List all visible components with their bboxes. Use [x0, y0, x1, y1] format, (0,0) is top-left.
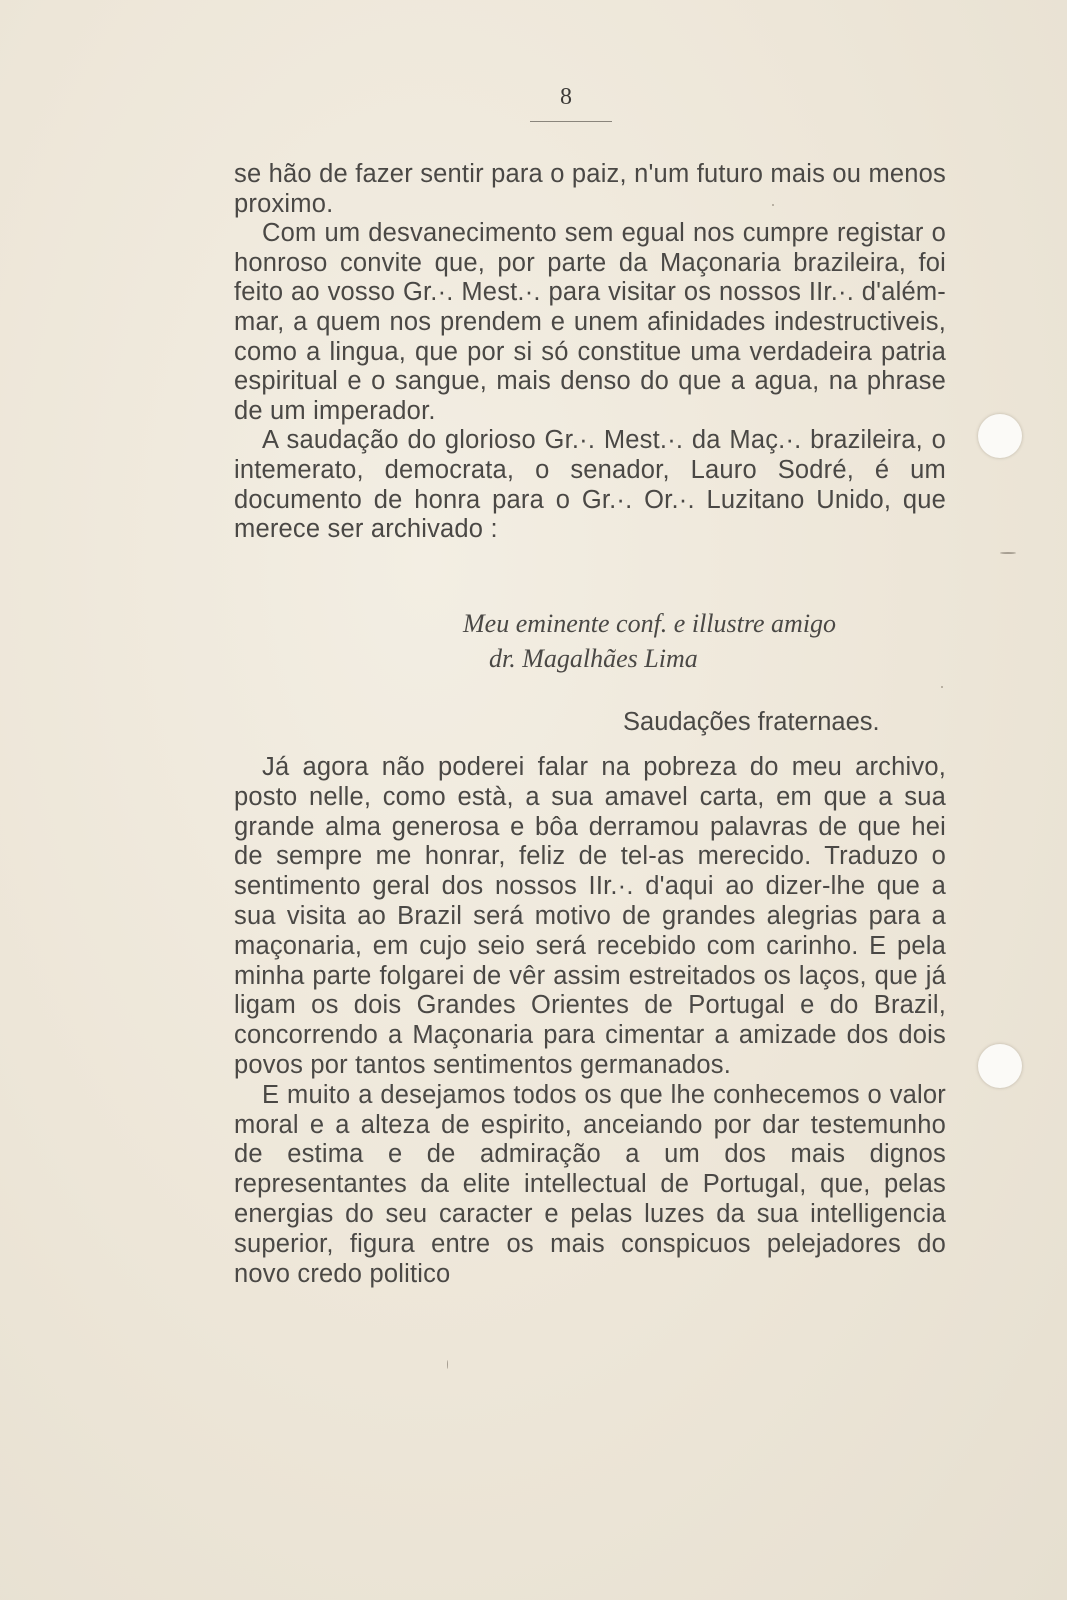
page-number: 8 — [560, 84, 572, 110]
paper-speck — [447, 1360, 448, 1369]
paragraph-4: Já agora não poderei falar na pobreza do meu archivo, posto nelle, como està, a sua amavel carta, em que a sua grande alma generosa e bôa derramou palavras de que hei de sempre me honrar, feliz de tel-as merecido. Traduzo o sentimento geral dos nossos IIr.·. d'aqui ao dizer-lhe que a sua visita ao Brazil será motivo de grandes alegrias para a maçonaria, em cujo seio será recebido com carinho. E pela minha parte folgarei de vêr assim estreitados os laços, que já ligam os dois Grandes Orientes de Portugal e do Brazil, concorrendo a Maçonaria para cimentar a amizade dos dois povos por tantos sentimentos germanados. — [234, 753, 946, 1079]
body-text-top — [234, 160, 946, 545]
salutation-line-1: Meu eminente conf. e illustre amigo — [463, 609, 837, 638]
punch-hole-top — [978, 414, 1022, 458]
letter-salutation — [463, 606, 953, 676]
paragraph-2: Com um desvanecimento sem egual nos cumpre registar o honroso convite que, por parte da Maçonaria brazileira, foi feito ao vosso Gr.·. Mest.·. para visitar os nossos IIr.·. d'além-mar, a quem nos prendem e unem afinidades indestructiveis, como a lingua, que por si só constitue uma verdadeira patria espiritual e o sangue, mais denso do que a agua, na phrase de um imperador. — [234, 219, 946, 425]
paragraph-3: A saudação do glorioso Gr.·. Mest.·. da Maç.·. brazileira, o intemerato, democrata, o senador, Lauro Sodré, é um documento de honra para o Gr.·. Or.·. Luzitano Unido, que merece ser archivado : — [234, 426, 946, 544]
salutation-line-2: dr. Magalhães Lima — [489, 644, 698, 673]
paragraph-1: se hão de fazer sentir para o paiz, n'um futuro mais ou menos proximo. — [234, 160, 946, 218]
punch-hole-bottom — [978, 1044, 1022, 1088]
paper-speck — [1000, 552, 1016, 554]
paper-speck — [772, 204, 774, 206]
paragraph-5: E muito a desejamos todos os que lhe conhecemos o valor moral e a alteza de espirito, anceiando por dar testemunho de estima e de admiração a um dos mais dignos representantes da elite intellectual de Portugal, que, pelas energias do seu caracter e pelas luzes da sua intelligencia superior, figura entre os mais conspicuos pelejadores do novo credo politico — [234, 1080, 946, 1288]
paper-speck — [941, 686, 943, 688]
body-text-bottom — [234, 753, 946, 1289]
letter-greeting: Saudações fraternaes. — [623, 708, 880, 736]
page-number-rule — [530, 121, 612, 122]
